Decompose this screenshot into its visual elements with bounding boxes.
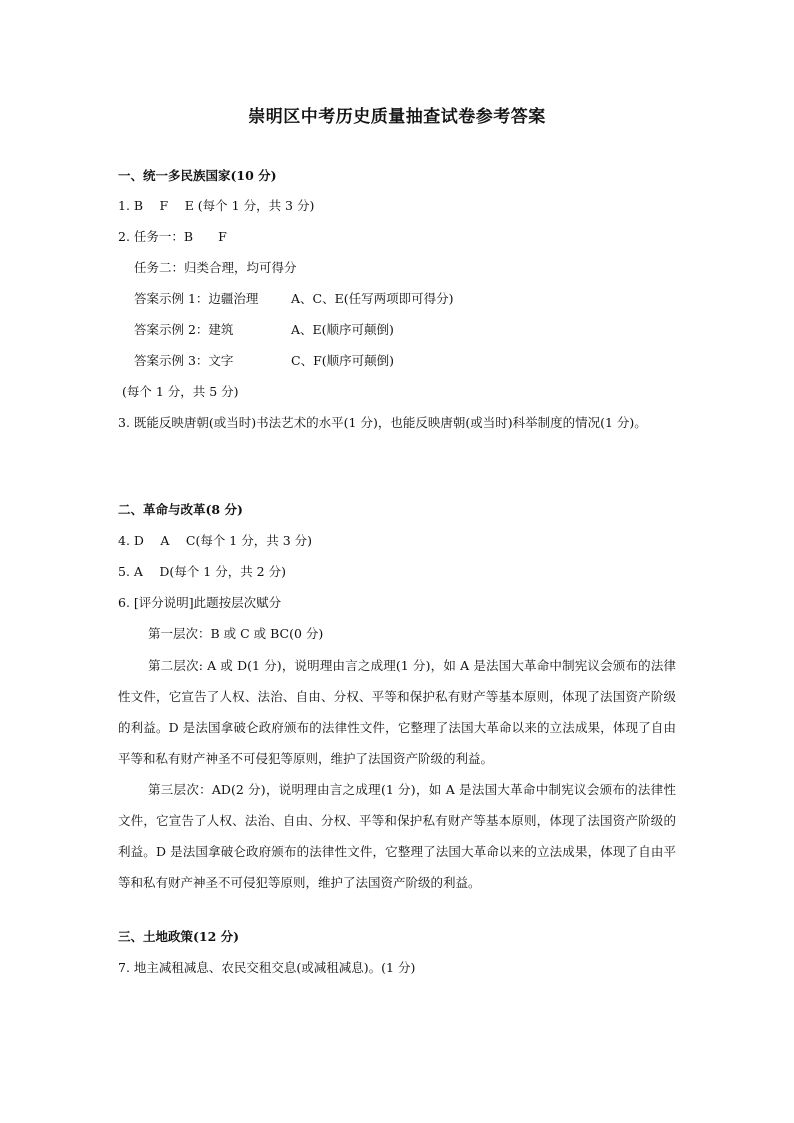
answer-q2: 2. 任务一：B F	[118, 229, 227, 244]
section-heading-1: 一、统一多民族国家(10 分)	[118, 168, 277, 183]
answer-q2-task2: 任务二：归类合理，均可得分	[134, 260, 297, 275]
answer-q2-score: (每个 1 分，共 5 分)	[122, 384, 239, 399]
level-2: 第二层次: A 或 D(1 分)，说明理由言之成理(1 分)，如 A 是法国大革命中制宪议会颁布的法律性文件，它宣告了人权、法治、自由、分权、平等和保护私有财产等基本原则，体现了法国资产阶级的利益。D 是法国拿破仑政府颁布的法律性文件，它整理了法国大革命以来的立法成果，体现了自由平等和私有财产神圣不可侵犯等原则，维护了法国资产阶级的利益。	[118, 658, 676, 766]
example-1-answer: A、C、E(任写两项即可得分)	[291, 291, 454, 306]
example-3-label: 答案示例 3：文字	[134, 353, 234, 368]
example-3-answer: C、F(顺序可颠倒)	[291, 353, 394, 368]
answer-q3: 3. 既能反映唐朝(或当时)书法艺术的水平(1 分)，也能反映唐朝(或当时)科举制度的情况(1 分)。	[118, 415, 647, 430]
answer-q6: 6. [评分说明]此题按层次赋分	[118, 595, 282, 610]
section-heading-2: 二、革命与改革(8 分)	[118, 502, 243, 517]
example-2-answer: A、E(顺序可颠倒)	[291, 322, 394, 337]
answer-q7: 7. 地主减租减息、农民交租交息(或减租减息)。(1 分)	[118, 960, 416, 975]
answer-q4: 4. D A C(每个 1 分，共 3 分)	[118, 533, 313, 548]
example-1-label: 答案示例 1：边疆治理	[134, 291, 259, 306]
answer-q1: 1. B F E (每个 1 分，共 3 分)	[118, 198, 315, 213]
answer-q5: 5. A D(每个 1 分，共 2 分)	[118, 564, 286, 579]
level-1: 第一层次：B 或 C 或 BC(0 分)	[148, 626, 324, 641]
section-heading-3: 三、土地政策(12 分)	[118, 929, 240, 944]
example-2-label: 答案示例 2：建筑	[134, 322, 234, 337]
level-3: 第三层次：AD(2 分)，说明理由言之成理(1 分)，如 A 是法国大革命中制宪议会颁布的法律性文件，它宣告了人权、法治、自由、分权、平等和保护私有财产等基本原则，体现了法国资产阶级的利益。D 是法国拿破仑政府颁布的法律性文件，它整理了法国大革命以来的立法成果，体现了自由平等和私有财产神圣不可侵犯等原则，维护了法国资产阶级的利益。	[118, 782, 676, 890]
document-title: 崇明区中考历史质量抽查试卷参考答案	[248, 107, 546, 127]
